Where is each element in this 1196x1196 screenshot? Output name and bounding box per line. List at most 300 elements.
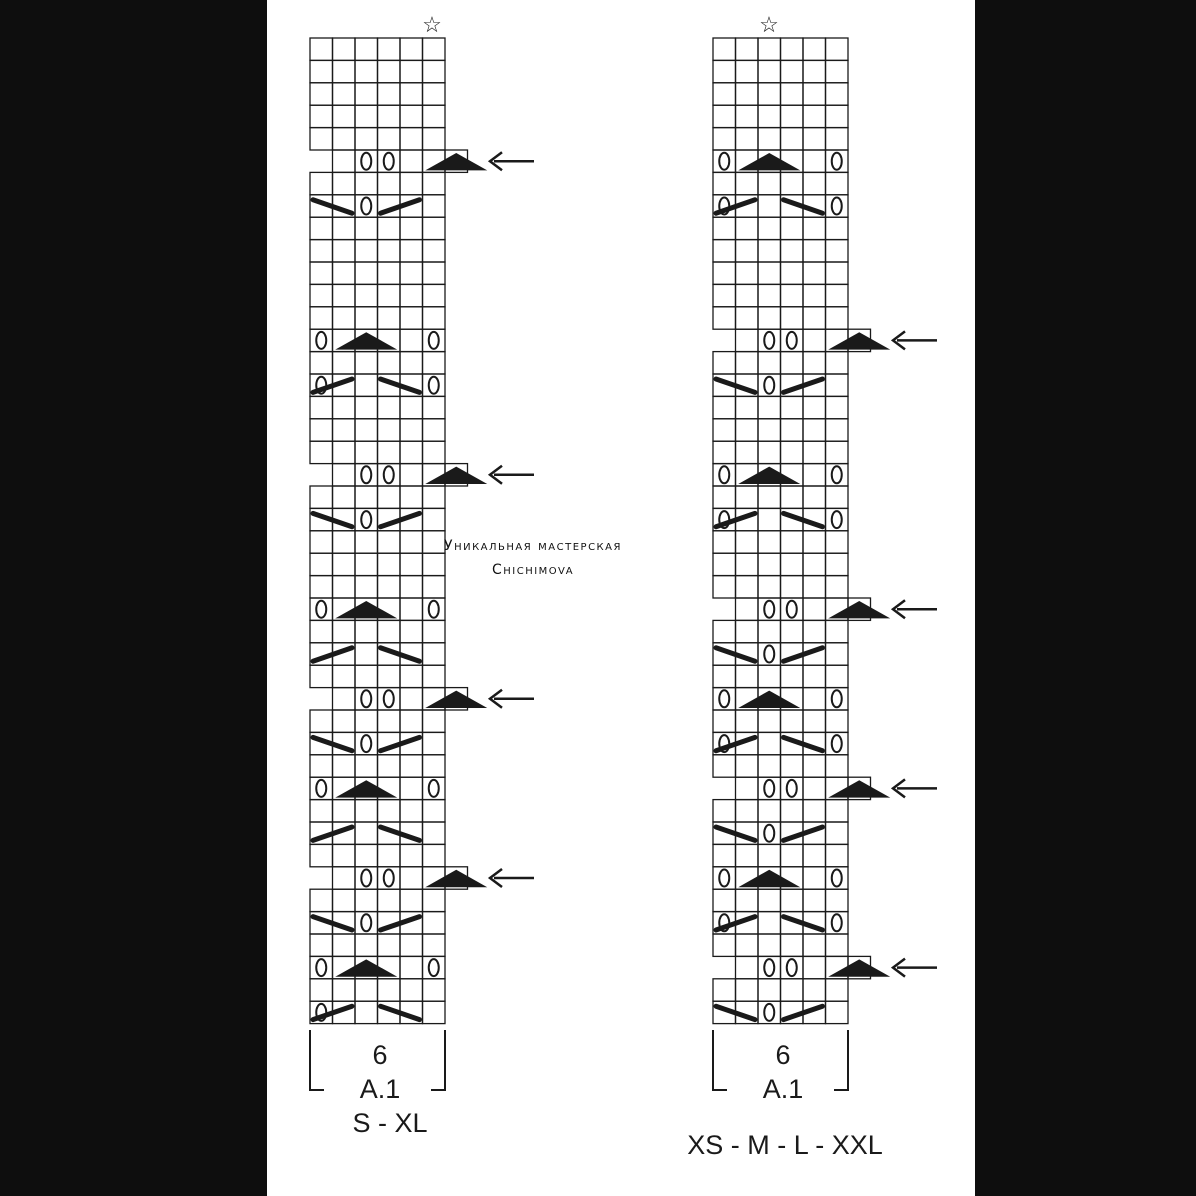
knit-square bbox=[310, 486, 333, 508]
knit-square bbox=[333, 105, 356, 127]
right-start-star: ☆ bbox=[759, 12, 779, 37]
knit-square bbox=[400, 396, 423, 418]
knit-square bbox=[423, 128, 446, 150]
knit-square bbox=[758, 38, 781, 60]
knit-square bbox=[378, 60, 401, 82]
knit-square bbox=[826, 240, 849, 262]
knit-square bbox=[400, 352, 423, 374]
knit-square bbox=[781, 553, 804, 575]
knit-square bbox=[781, 486, 804, 508]
yarn-over-symbol bbox=[787, 601, 797, 618]
knit-square bbox=[758, 83, 781, 105]
knit-square bbox=[736, 240, 759, 262]
yarn-over-symbol bbox=[316, 601, 326, 618]
knit-square bbox=[355, 822, 378, 844]
knit-square bbox=[803, 979, 826, 1001]
yarn-over-symbol bbox=[361, 690, 371, 707]
knit-square bbox=[826, 889, 849, 911]
knit-square bbox=[758, 800, 781, 822]
knit-square bbox=[736, 284, 759, 306]
right-grid bbox=[713, 38, 937, 1090]
knit-square bbox=[355, 710, 378, 732]
knit-square bbox=[758, 889, 781, 911]
knit-square bbox=[758, 710, 781, 732]
knit-square bbox=[423, 284, 446, 306]
knit-square bbox=[400, 956, 423, 978]
yarn-over-symbol bbox=[764, 377, 774, 394]
knit-square bbox=[378, 665, 401, 687]
knit-square bbox=[758, 172, 781, 194]
knit-square bbox=[400, 464, 423, 486]
knit-square bbox=[400, 867, 423, 889]
knit-square bbox=[758, 195, 781, 217]
double-decrease-symbol bbox=[425, 153, 487, 170]
knit-square bbox=[713, 889, 736, 911]
knit-square bbox=[781, 441, 804, 463]
yarn-over-symbol bbox=[361, 914, 371, 931]
knit-square bbox=[423, 844, 446, 866]
knit-square bbox=[803, 800, 826, 822]
knit-square bbox=[423, 240, 446, 262]
knit-square bbox=[736, 979, 759, 1001]
double-decrease-symbol bbox=[425, 467, 487, 484]
knit-square bbox=[781, 800, 804, 822]
yarn-over-symbol bbox=[787, 332, 797, 349]
knit-square bbox=[736, 262, 759, 284]
knit-square bbox=[378, 172, 401, 194]
knit-square bbox=[713, 620, 736, 642]
knit-square bbox=[803, 688, 826, 710]
yarn-over-symbol bbox=[384, 466, 394, 483]
knit-square bbox=[713, 172, 736, 194]
yarn-over-symbol bbox=[429, 601, 439, 618]
knit-square bbox=[758, 665, 781, 687]
knit-square bbox=[310, 441, 333, 463]
knit-square bbox=[400, 419, 423, 441]
knit-square bbox=[423, 934, 446, 956]
knit-square bbox=[803, 307, 826, 329]
knit-square bbox=[355, 352, 378, 374]
knit-square bbox=[378, 710, 401, 732]
yarn-over-symbol bbox=[361, 870, 371, 887]
knit-square bbox=[803, 464, 826, 486]
knit-square bbox=[758, 441, 781, 463]
knit-square bbox=[355, 38, 378, 60]
knit-square bbox=[826, 934, 849, 956]
knit-square bbox=[400, 441, 423, 463]
knit-square bbox=[310, 128, 333, 150]
knit-square bbox=[736, 620, 759, 642]
knit-square bbox=[400, 598, 423, 620]
knit-square bbox=[355, 755, 378, 777]
knit-square bbox=[423, 620, 446, 642]
knit-square bbox=[400, 800, 423, 822]
knit-square bbox=[400, 307, 423, 329]
knit-square bbox=[333, 889, 356, 911]
knit-square bbox=[355, 217, 378, 239]
knit-square bbox=[826, 172, 849, 194]
knit-square bbox=[333, 665, 356, 687]
knit-square bbox=[310, 307, 333, 329]
knit-square bbox=[713, 800, 736, 822]
knit-square bbox=[423, 419, 446, 441]
knit-square bbox=[355, 307, 378, 329]
left-size-label: S - XL bbox=[352, 1108, 428, 1138]
knit-square bbox=[310, 396, 333, 418]
knit-square bbox=[803, 777, 826, 799]
double-decrease-symbol bbox=[738, 870, 800, 887]
knit-square bbox=[400, 620, 423, 642]
knit-square bbox=[355, 643, 378, 665]
yarn-over-symbol bbox=[429, 780, 439, 797]
knit-square bbox=[310, 105, 333, 127]
knit-square bbox=[378, 553, 401, 575]
knit-square bbox=[803, 576, 826, 598]
knit-square bbox=[758, 60, 781, 82]
knit-square bbox=[803, 889, 826, 911]
knit-square bbox=[333, 419, 356, 441]
double-decrease-symbol bbox=[828, 780, 890, 797]
knit-square bbox=[378, 262, 401, 284]
knit-square bbox=[400, 150, 423, 172]
knit-square bbox=[333, 800, 356, 822]
knit-square bbox=[758, 396, 781, 418]
knit-square bbox=[355, 665, 378, 687]
double-decrease-symbol bbox=[828, 332, 890, 349]
knit-square bbox=[713, 553, 736, 575]
knit-square bbox=[826, 576, 849, 598]
knit-square bbox=[803, 665, 826, 687]
knit-square bbox=[423, 352, 446, 374]
knit-square bbox=[713, 441, 736, 463]
knit-square bbox=[423, 307, 446, 329]
knit-square bbox=[355, 441, 378, 463]
yarn-over-symbol bbox=[787, 959, 797, 976]
knit-square bbox=[355, 374, 378, 396]
knit-square bbox=[713, 60, 736, 82]
knit-square bbox=[736, 105, 759, 127]
knit-square bbox=[400, 844, 423, 866]
knit-square bbox=[378, 396, 401, 418]
yarn-over-symbol bbox=[384, 690, 394, 707]
knit-square bbox=[781, 172, 804, 194]
knit-square bbox=[713, 128, 736, 150]
knit-square bbox=[826, 83, 849, 105]
knit-square bbox=[826, 396, 849, 418]
knit-square bbox=[355, 576, 378, 598]
knit-square bbox=[400, 889, 423, 911]
double-decrease-symbol bbox=[425, 870, 487, 887]
knit-square bbox=[736, 576, 759, 598]
knit-square bbox=[378, 240, 401, 262]
knit-square bbox=[736, 60, 759, 82]
knit-square bbox=[781, 979, 804, 1001]
knit-square bbox=[355, 800, 378, 822]
knit-square bbox=[333, 464, 356, 486]
knit-square bbox=[333, 620, 356, 642]
knit-square bbox=[333, 240, 356, 262]
knit-square bbox=[333, 352, 356, 374]
knit-square bbox=[736, 38, 759, 60]
knit-square bbox=[423, 643, 446, 665]
double-decrease-symbol bbox=[828, 959, 890, 976]
repeat-bracket-right bbox=[834, 1030, 848, 1090]
knit-square bbox=[826, 822, 849, 844]
knit-square bbox=[736, 419, 759, 441]
knit-square bbox=[333, 710, 356, 732]
knit-square bbox=[826, 710, 849, 732]
knit-square bbox=[310, 38, 333, 60]
knit-square bbox=[400, 284, 423, 306]
knit-square bbox=[736, 956, 759, 978]
yarn-over-symbol bbox=[316, 959, 326, 976]
knit-square bbox=[736, 172, 759, 194]
knit-square bbox=[826, 800, 849, 822]
knit-square bbox=[758, 352, 781, 374]
knit-square bbox=[826, 60, 849, 82]
yarn-over-symbol bbox=[764, 1004, 774, 1021]
knit-square bbox=[378, 352, 401, 374]
knit-square bbox=[423, 60, 446, 82]
knit-square bbox=[423, 979, 446, 1001]
yarn-over-symbol bbox=[429, 377, 439, 394]
knit-square bbox=[355, 844, 378, 866]
knit-square bbox=[310, 60, 333, 82]
knit-square bbox=[333, 688, 356, 710]
knit-square bbox=[781, 262, 804, 284]
knit-square bbox=[826, 441, 849, 463]
knit-square bbox=[803, 217, 826, 239]
knit-square bbox=[378, 128, 401, 150]
knit-square bbox=[803, 755, 826, 777]
knit-square bbox=[826, 419, 849, 441]
knit-square bbox=[826, 284, 849, 306]
knit-square bbox=[713, 38, 736, 60]
knit-square bbox=[423, 1001, 446, 1023]
knit-square bbox=[736, 755, 759, 777]
knit-square bbox=[736, 889, 759, 911]
knit-square bbox=[400, 486, 423, 508]
knit-square bbox=[803, 105, 826, 127]
knit-square bbox=[333, 755, 356, 777]
knit-square bbox=[400, 262, 423, 284]
right-size-label: XS - M - L - XXL bbox=[687, 1130, 883, 1160]
knit-square bbox=[803, 83, 826, 105]
knit-square bbox=[355, 419, 378, 441]
yarn-over-symbol bbox=[429, 959, 439, 976]
knit-square bbox=[423, 172, 446, 194]
knit-square bbox=[826, 374, 849, 396]
knit-square bbox=[758, 240, 781, 262]
knit-square bbox=[826, 531, 849, 553]
knit-square bbox=[310, 665, 333, 687]
knit-square bbox=[355, 1001, 378, 1023]
knit-square bbox=[378, 844, 401, 866]
knit-square bbox=[758, 553, 781, 575]
knit-square bbox=[781, 755, 804, 777]
knit-square bbox=[758, 844, 781, 866]
yarn-over-symbol bbox=[361, 466, 371, 483]
knit-square bbox=[423, 665, 446, 687]
knit-square bbox=[423, 576, 446, 598]
knit-square bbox=[803, 598, 826, 620]
yarn-over-symbol bbox=[719, 153, 729, 170]
knit-square bbox=[378, 105, 401, 127]
knit-square bbox=[355, 934, 378, 956]
knit-square bbox=[803, 284, 826, 306]
double-decrease-symbol bbox=[738, 691, 800, 708]
knit-square bbox=[781, 620, 804, 642]
knit-square bbox=[378, 576, 401, 598]
right-chart-name: A.1 bbox=[762, 1074, 804, 1104]
knit-square bbox=[378, 307, 401, 329]
knit-square bbox=[736, 307, 759, 329]
knit-square bbox=[333, 262, 356, 284]
knit-square bbox=[736, 934, 759, 956]
knit-square bbox=[355, 889, 378, 911]
knit-square bbox=[781, 217, 804, 239]
knit-square bbox=[333, 553, 356, 575]
knit-square bbox=[333, 83, 356, 105]
knit-square bbox=[310, 284, 333, 306]
knit-square bbox=[355, 284, 378, 306]
knit-square bbox=[333, 396, 356, 418]
knit-square bbox=[781, 307, 804, 329]
knit-square bbox=[781, 38, 804, 60]
knit-square bbox=[400, 979, 423, 1001]
knit-square bbox=[378, 979, 401, 1001]
knit-square bbox=[400, 777, 423, 799]
knit-square bbox=[713, 396, 736, 418]
knit-square bbox=[378, 889, 401, 911]
knit-square bbox=[423, 105, 446, 127]
knit-square bbox=[713, 979, 736, 1001]
knit-square bbox=[355, 396, 378, 418]
knit-square bbox=[803, 396, 826, 418]
knit-square bbox=[423, 710, 446, 732]
knit-square bbox=[826, 128, 849, 150]
knit-square bbox=[333, 307, 356, 329]
knit-square bbox=[333, 38, 356, 60]
knit-square bbox=[333, 60, 356, 82]
knit-square bbox=[826, 105, 849, 127]
knit-square bbox=[736, 598, 759, 620]
knit-square bbox=[423, 486, 446, 508]
knit-square bbox=[758, 284, 781, 306]
yarn-over-symbol bbox=[764, 601, 774, 618]
knit-square bbox=[803, 441, 826, 463]
knit-square bbox=[803, 329, 826, 351]
repeat-bracket-left bbox=[713, 1030, 727, 1090]
left-chart-name: A.1 bbox=[359, 1074, 401, 1104]
knit-square bbox=[826, 38, 849, 60]
knit-square bbox=[378, 284, 401, 306]
knit-square bbox=[736, 83, 759, 105]
knit-square bbox=[355, 128, 378, 150]
knit-square bbox=[333, 128, 356, 150]
knit-square bbox=[713, 844, 736, 866]
knit-square bbox=[378, 419, 401, 441]
knit-square bbox=[826, 262, 849, 284]
knit-square bbox=[826, 486, 849, 508]
knit-square bbox=[826, 1001, 849, 1023]
knit-square bbox=[355, 979, 378, 1001]
knit-square bbox=[310, 576, 333, 598]
knit-square bbox=[400, 688, 423, 710]
knit-square bbox=[400, 934, 423, 956]
knit-square bbox=[781, 128, 804, 150]
knit-square bbox=[333, 150, 356, 172]
knit-square bbox=[378, 620, 401, 642]
yarn-over-symbol bbox=[719, 690, 729, 707]
knit-square bbox=[400, 83, 423, 105]
knit-square bbox=[803, 934, 826, 956]
knit-square bbox=[736, 352, 759, 374]
yarn-over-symbol bbox=[361, 198, 371, 215]
knit-square bbox=[781, 531, 804, 553]
knit-square bbox=[826, 665, 849, 687]
yarn-over-symbol bbox=[764, 780, 774, 797]
knit-square bbox=[713, 284, 736, 306]
knit-square bbox=[803, 531, 826, 553]
knit-square bbox=[736, 128, 759, 150]
knit-square bbox=[310, 620, 333, 642]
double-decrease-symbol bbox=[335, 780, 397, 797]
knit-square bbox=[423, 732, 446, 754]
knit-square bbox=[333, 934, 356, 956]
knit-square bbox=[803, 38, 826, 60]
knit-square bbox=[781, 105, 804, 127]
knit-square bbox=[758, 576, 781, 598]
knit-square bbox=[736, 531, 759, 553]
knit-square bbox=[781, 844, 804, 866]
left-start-star: ☆ bbox=[422, 12, 442, 37]
knit-square bbox=[713, 755, 736, 777]
knit-square bbox=[400, 60, 423, 82]
knit-square bbox=[355, 486, 378, 508]
knit-square bbox=[400, 105, 423, 127]
knit-square bbox=[758, 128, 781, 150]
knit-square bbox=[310, 934, 333, 956]
knit-square bbox=[378, 486, 401, 508]
repeat-bracket-right bbox=[431, 1030, 445, 1090]
yarn-over-symbol bbox=[832, 511, 842, 528]
knit-square bbox=[423, 441, 446, 463]
knit-square bbox=[355, 83, 378, 105]
double-decrease-symbol bbox=[738, 153, 800, 170]
knit-square bbox=[781, 934, 804, 956]
knit-square bbox=[423, 38, 446, 60]
knit-square bbox=[355, 105, 378, 127]
knit-square bbox=[781, 419, 804, 441]
yarn-over-symbol bbox=[764, 332, 774, 349]
knit-square bbox=[803, 240, 826, 262]
knit-square bbox=[310, 710, 333, 732]
knit-square bbox=[803, 128, 826, 150]
knit-square bbox=[781, 60, 804, 82]
knit-square bbox=[378, 934, 401, 956]
knit-square bbox=[423, 217, 446, 239]
double-decrease-symbol bbox=[738, 467, 800, 484]
knit-square bbox=[423, 800, 446, 822]
knit-square bbox=[333, 217, 356, 239]
knit-square bbox=[310, 240, 333, 262]
knit-square bbox=[736, 441, 759, 463]
knit-square bbox=[400, 755, 423, 777]
knit-square bbox=[333, 486, 356, 508]
yarn-over-symbol bbox=[384, 153, 394, 170]
knit-square bbox=[355, 553, 378, 575]
